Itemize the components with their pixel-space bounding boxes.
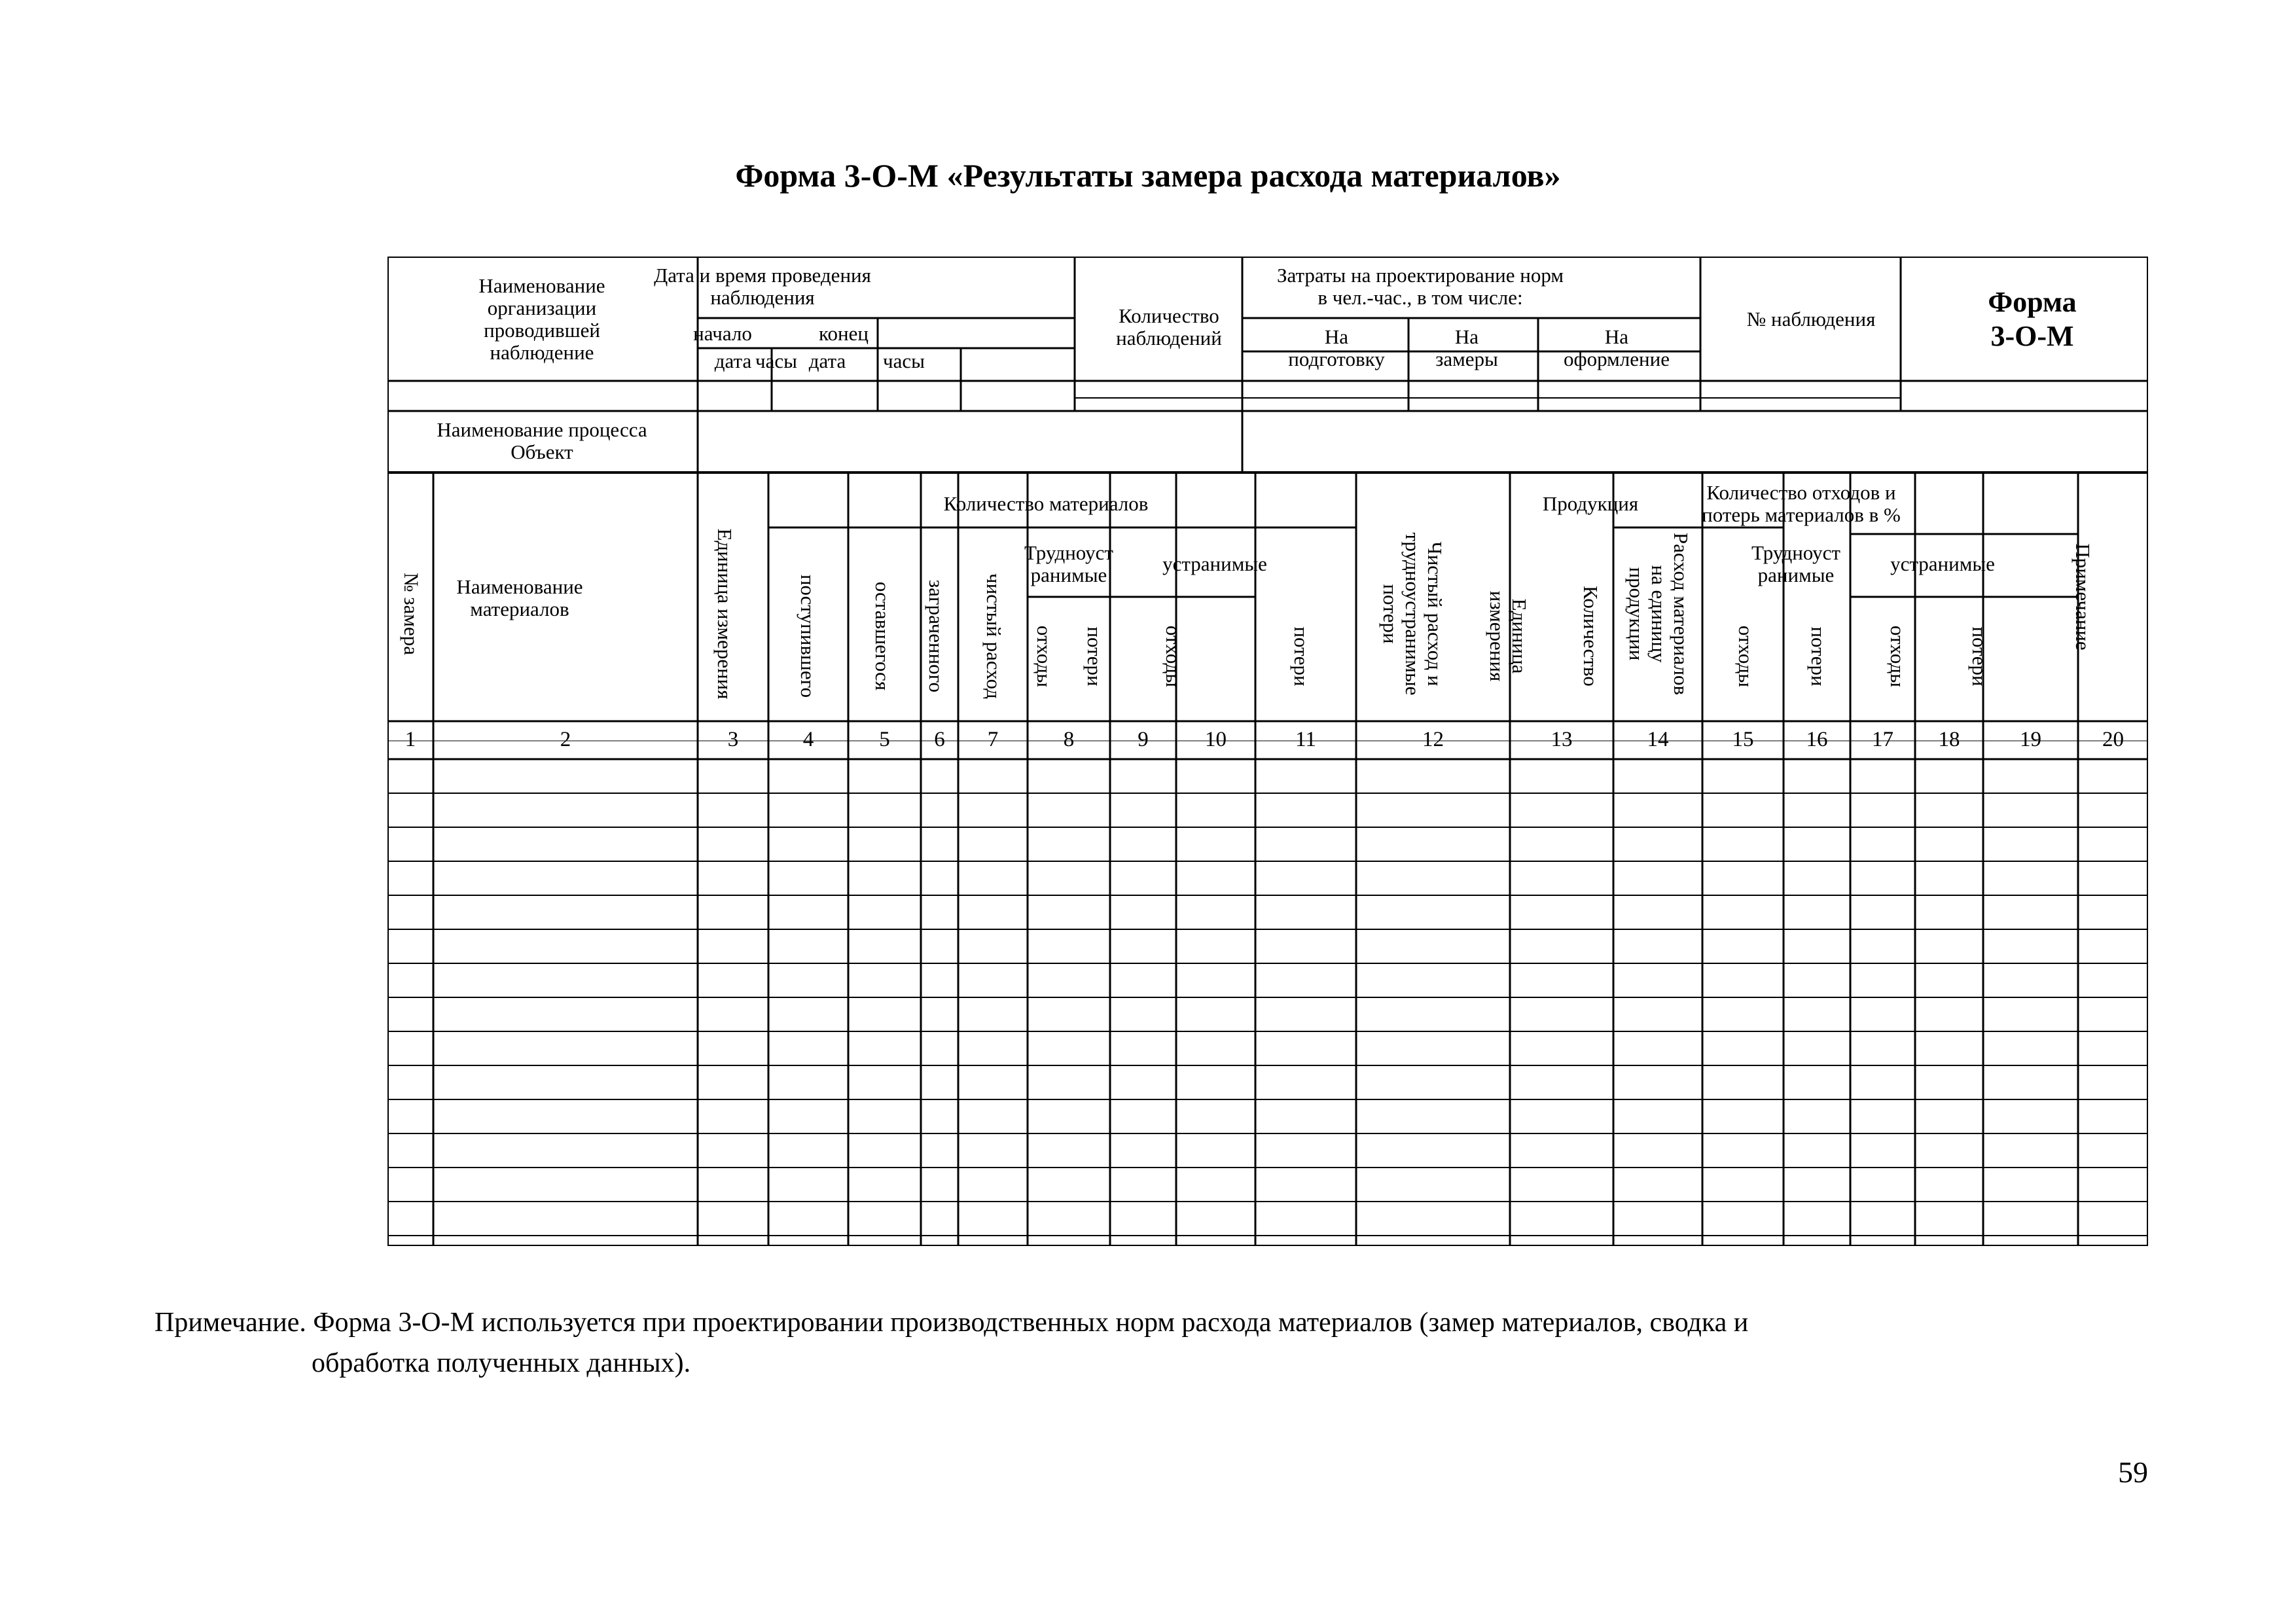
unavoidable-header: Трудноуст ранимые <box>1024 541 1113 586</box>
col-unit: Единица измерения <box>713 528 736 700</box>
note-line-2: обработка полученных данных). <box>312 1348 691 1378</box>
col-remaining: оставшегося <box>871 581 894 691</box>
column-number: 1 <box>404 728 416 751</box>
prep-header: На подготовку <box>1288 325 1385 370</box>
column-number: 2 <box>560 728 571 751</box>
col-spent: заграченного <box>925 579 948 693</box>
measurement-form-table <box>387 257 2148 1246</box>
materials-qty-header: Количество материалов <box>943 492 1149 515</box>
costs-header: Затраты на проектирование норм в чел.-час., в том числе: <box>1276 264 1564 309</box>
obs-count-header: Количество наблюдений <box>1116 304 1222 349</box>
column-number: 15 <box>1732 728 1754 751</box>
col-net-use: чистый расход <box>982 573 1005 699</box>
column-number: 18 <box>1938 728 1960 751</box>
col-measure-no: № замера <box>400 573 423 655</box>
column-number: 19 <box>2020 728 2041 751</box>
waste-pct-header: Количество отходов и потерь материалов в % <box>1702 481 1901 526</box>
column-number: 14 <box>1647 728 1669 751</box>
avoidable-header: устранимые <box>1162 552 1267 575</box>
col-loss-pct-1: потери <box>1807 626 1830 687</box>
avoidable-pct-header: устранимые <box>1890 552 1995 575</box>
col-use-per-unit: Расход материалов на единицу продукции <box>1625 532 1693 696</box>
column-number: 12 <box>1422 728 1444 751</box>
col-net-and-unavoidable: Чистый расход и трудноустранимые потери <box>1379 532 1446 696</box>
col-loss-pct-2: потери <box>1968 626 1991 687</box>
end-header: конец <box>819 322 869 345</box>
col-waste-1: отходы <box>1033 625 1056 688</box>
column-number: 4 <box>802 728 814 751</box>
form-label: Форма 3-О-М <box>1988 286 2077 352</box>
column-number: 8 <box>1063 728 1075 751</box>
page-number: 59 <box>2118 1455 2148 1489</box>
start-date-header: дата <box>714 349 752 372</box>
col-product-qty: Количество <box>1579 586 1602 687</box>
end-hours-header: часы <box>883 349 925 372</box>
col-remark: Примечание <box>2072 543 2094 651</box>
measure-header: На замеры <box>1435 325 1498 370</box>
col-material-name: Наименование материалов <box>456 575 583 620</box>
obs-no-header: № наблюдения <box>1746 308 1876 330</box>
start-hours-header: часы <box>755 349 797 372</box>
table-grid <box>387 257 2148 1246</box>
org-name-header: Наименование организации проводившей наблюдение <box>478 274 605 364</box>
col-loss-1: потери <box>1083 626 1106 687</box>
formalize-header: На оформление <box>1564 325 1670 370</box>
column-number: 7 <box>987 728 999 751</box>
col-product-unit: Единица измерения <box>1486 590 1531 682</box>
end-date-header: дата <box>808 349 846 372</box>
column-number: 13 <box>1551 728 1573 751</box>
column-number: 17 <box>1872 728 1893 751</box>
col-received: поступившего <box>797 574 819 698</box>
column-number: 3 <box>727 728 739 751</box>
column-number: 9 <box>1138 728 1149 751</box>
column-number: 16 <box>1806 728 1828 751</box>
note <box>154 1302 2170 1383</box>
column-number: 5 <box>879 728 890 751</box>
col-waste-2: отходы <box>1162 625 1185 688</box>
date-time-header: Дата и время проведения наблюдения <box>654 264 871 309</box>
page-title: Форма 3-О-М «Результаты замера расхода материалов» <box>735 157 1561 194</box>
note-line-1: Примечание. Форма 3-О-М используется при проектировании производственных норм расхода материалов (замер материалов, сводка и <box>154 1308 1749 1338</box>
col-waste-pct-1: отходы <box>1734 625 1757 688</box>
start-header: начало <box>693 322 752 345</box>
unavoidable-pct-header: Трудноуст ранимые <box>1751 541 1840 586</box>
column-number: 20 <box>2102 728 2124 751</box>
col-waste-pct-2: отходы <box>1886 625 1909 688</box>
column-number: 6 <box>934 728 945 751</box>
process-label: Наименование процесса Объект <box>437 418 647 463</box>
column-number: 10 <box>1205 728 1227 751</box>
col-loss-2: потери <box>1290 626 1313 687</box>
product-header: Продукция <box>1542 492 1639 515</box>
column-number: 11 <box>1295 728 1316 751</box>
